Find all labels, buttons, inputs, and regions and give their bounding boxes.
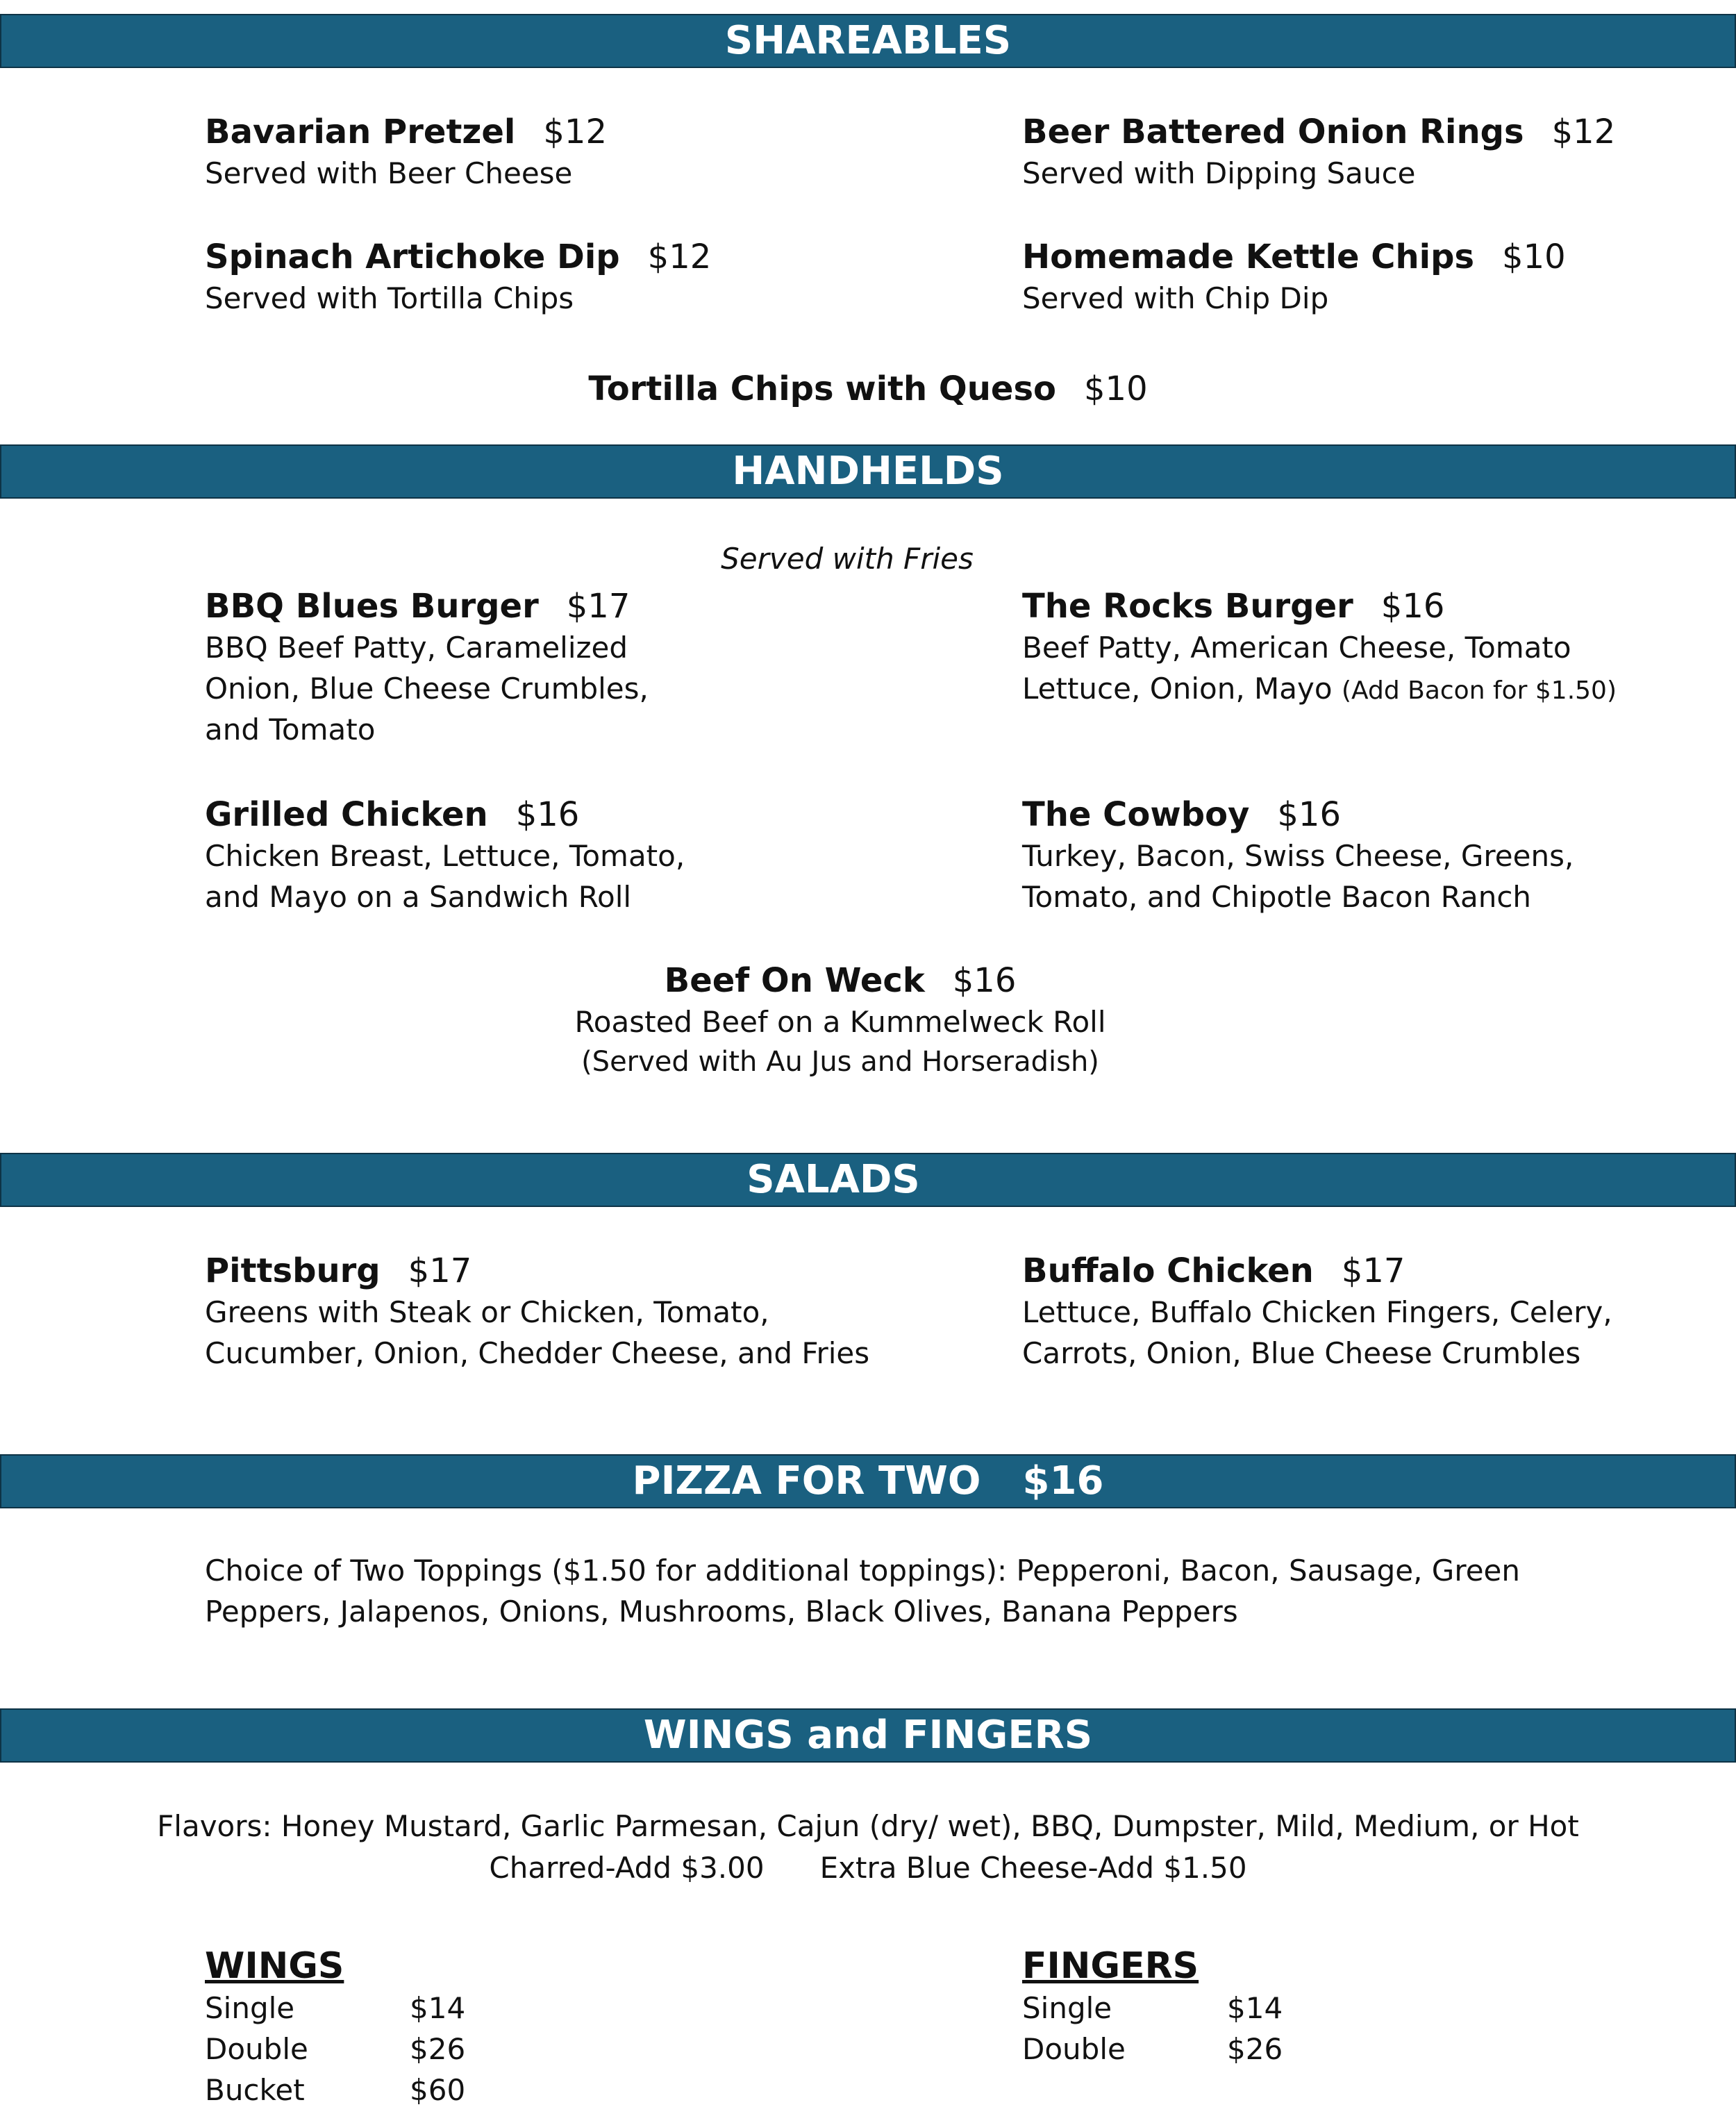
- menu-item-kettle-chips: [1022, 236, 1566, 319]
- menu-item-beef-on-weck: [0, 960, 1680, 1081]
- menu-item-rocks-burger: [1022, 585, 1617, 711]
- item-name: Bavarian Pretzel: [205, 113, 516, 151]
- item-price: $10: [1084, 369, 1148, 408]
- item-desc: Served with Chip Dip: [1022, 281, 1329, 315]
- item-price: $16: [1277, 795, 1341, 834]
- item-name: Homemade Kettle Chips: [1022, 238, 1475, 276]
- menu-item-bbq-blues-burger: [205, 585, 649, 750]
- item-price: $17: [408, 1251, 472, 1290]
- price-row: [205, 1988, 465, 2029]
- item-price: $12: [647, 238, 712, 276]
- row-label: Single: [1022, 1991, 1112, 2025]
- item-name: The Rocks Burger: [1022, 587, 1353, 626]
- item-name: Grilled Chicken: [205, 795, 488, 834]
- wings-title: WINGS: [205, 1945, 344, 1987]
- item-desc: Served with Tortilla Chips: [205, 281, 574, 315]
- item-desc-line: Beef Patty, American Cheese, Tomato: [1022, 631, 1571, 665]
- section-header-wings: WINGS and FINGERS: [0, 1708, 1736, 1763]
- item-name: Tortilla Chips with Queso: [588, 369, 1056, 408]
- item-name: Buffalo Chicken: [1022, 1251, 1314, 1290]
- menu-item-onion-rings: [1022, 111, 1615, 194]
- item-desc: Served with Beer Cheese: [205, 156, 573, 190]
- item-name: Pittsburg: [205, 1251, 381, 1290]
- price-row: [205, 2029, 465, 2070]
- section-header-shareables: SHAREABLES: [0, 14, 1736, 68]
- item-price: $16: [515, 795, 580, 834]
- section-header-salads: SALADS: [0, 1153, 1736, 1207]
- pizza-description: [205, 1550, 1520, 1632]
- item-addon: (Add Bacon for $1.50): [1341, 676, 1617, 705]
- item-desc-line: (Served with Au Jus and Horseradish): [581, 1046, 1099, 1078]
- row-price: $26: [1227, 2032, 1283, 2066]
- section-header-handhelds: HANDHELDS: [0, 444, 1736, 499]
- item-desc-line: and Mayo on a Sandwich Roll: [205, 880, 632, 914]
- handhelds-note: Served with Fries: [721, 542, 974, 576]
- item-desc-line: Cucumber, Onion, Chedder Cheese, and Fries: [205, 1336, 870, 1370]
- charred-addon: Charred-Add $3.00: [489, 1851, 765, 1885]
- item-price: $17: [566, 587, 631, 626]
- row-price: $14: [1227, 1991, 1283, 2025]
- price-row: [205, 2070, 465, 2110]
- row-label: Double: [1022, 2032, 1126, 2066]
- item-price: $10: [1502, 238, 1566, 276]
- menu-item-buffalo-chicken: [1022, 1250, 1612, 1374]
- fingers-title: FINGERS: [1022, 1945, 1199, 1987]
- row-price: $26: [410, 2032, 466, 2066]
- item-price: $16: [1380, 587, 1445, 626]
- wings-table: [205, 1945, 465, 2110]
- price-row: [1022, 1988, 1283, 2029]
- item-desc-line: Chicken Breast, Lettuce, Tomato,: [205, 839, 685, 873]
- row-price: $60: [410, 2073, 466, 2107]
- item-desc-line: Greens with Steak or Chicken, Tomato,: [205, 1295, 769, 1329]
- item-name: BBQ Blues Burger: [205, 587, 539, 626]
- pizza-desc-line: Peppers, Jalapenos, Onions, Mushrooms, Black Olives, Banana Peppers: [205, 1595, 1238, 1629]
- pizza-price: $16: [1022, 1458, 1104, 1504]
- item-desc-line: Lettuce, Buffalo Chicken Fingers, Celery,: [1022, 1295, 1612, 1329]
- item-desc-line: [1022, 668, 1617, 711]
- item-price: $16: [952, 961, 1017, 1000]
- row-label: Single: [205, 1991, 295, 2025]
- item-name: The Cowboy: [1022, 795, 1250, 834]
- item-desc-line: Tomato, and Chipotle Bacon Ranch: [1022, 880, 1532, 914]
- menu-item-spinach-dip: [205, 236, 711, 319]
- menu-item-pittsburg: [205, 1250, 869, 1374]
- menu-item-grilled-chicken: [205, 794, 685, 917]
- item-desc-line: Roasted Beef on a Kummelweck Roll: [574, 1005, 1106, 1039]
- item-name: Beer Battered Onion Rings: [1022, 113, 1524, 151]
- pizza-desc-line: Choice of Two Toppings ($1.50 for additional toppings): Pepperoni, Bacon, Sausage, Green: [205, 1554, 1520, 1588]
- menu-item-chips-queso: [0, 368, 1736, 410]
- item-desc-line: Turkey, Bacon, Swiss Cheese, Greens,: [1022, 839, 1574, 873]
- row-price: $14: [410, 1991, 466, 2025]
- menu-item-the-cowboy: [1022, 794, 1574, 917]
- blue-cheese-addon: Extra Blue Cheese-Add $1.50: [819, 1851, 1247, 1885]
- row-label: Double: [205, 2032, 308, 2066]
- item-desc: Served with Dipping Sauce: [1022, 156, 1416, 190]
- wings-extras: [0, 1847, 1736, 1888]
- item-price: $12: [543, 113, 607, 151]
- item-desc-text: Lettuce, Onion, Mayo: [1022, 672, 1333, 706]
- item-desc-line: Onion, Blue Cheese Crumbles,: [205, 672, 649, 706]
- price-row: [1022, 2029, 1283, 2070]
- row-label: Bucket: [205, 2073, 305, 2107]
- item-desc-line: and Tomato: [205, 713, 376, 747]
- item-name: Spinach Artichoke Dip: [205, 238, 620, 276]
- wings-flavors: Flavors: Honey Mustard, Garlic Parmesan, Cajun (dry/ wet), BBQ, Dumpster, Mild, Medium, or Hot: [157, 1809, 1579, 1843]
- menu-item-bavarian-pretzel: [205, 111, 607, 194]
- item-price: $12: [1551, 113, 1616, 151]
- item-desc-line: Carrots, Onion, Blue Cheese Crumbles: [1022, 1336, 1581, 1370]
- item-desc-line: BBQ Beef Patty, Caramelized: [205, 631, 628, 665]
- item-name: Beef On Weck: [664, 961, 925, 1000]
- section-header-pizza: PIZZA FOR TWO $16: [0, 1454, 1736, 1508]
- item-price: $17: [1341, 1251, 1405, 1290]
- fingers-table: [1022, 1945, 1283, 2070]
